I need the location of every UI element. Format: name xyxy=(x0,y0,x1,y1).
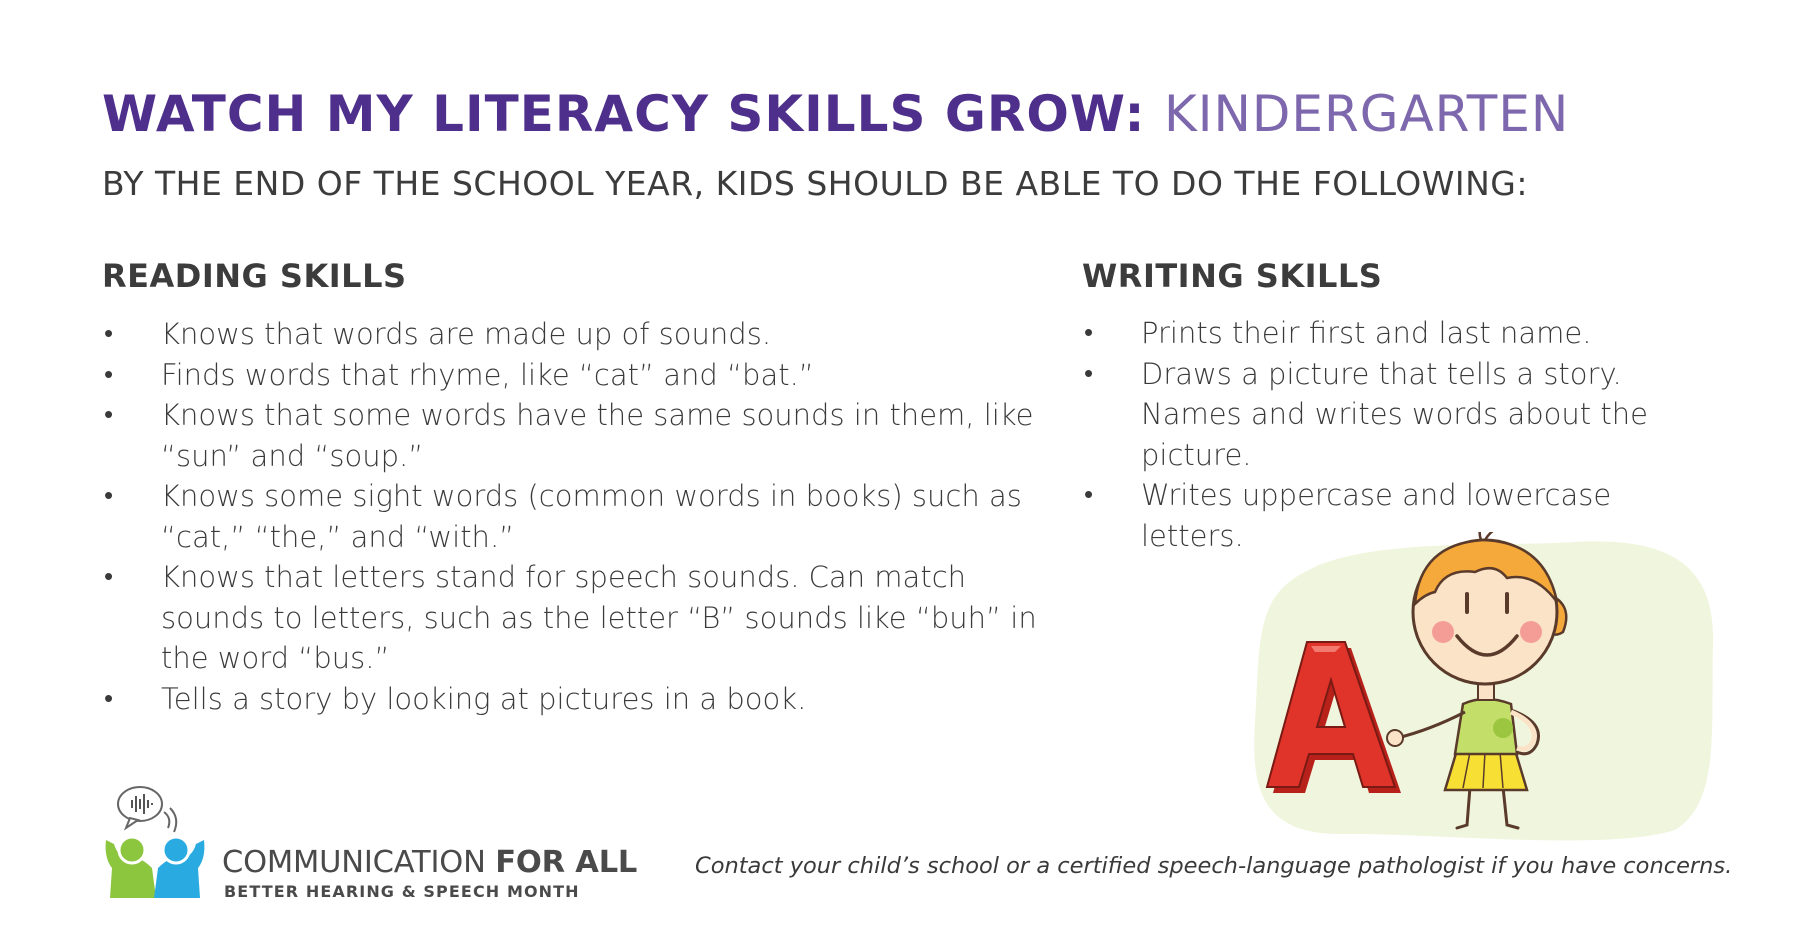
title-grade: KINDERGARTEN xyxy=(1163,85,1570,143)
writing-skills-heading: WRITING SKILLS xyxy=(1082,257,1383,295)
list-item-text: Knows that letters stand for speech sounds. Can match sounds to letters, such as the letter “B” sounds like “buh” in the word “bus.” xyxy=(161,560,1037,675)
logo-figures-icon xyxy=(100,782,210,902)
bullet-icon: • xyxy=(1084,318,1094,348)
bullet-icon: • xyxy=(104,319,114,349)
list-item-text: Tells a story by looking at pictures in a book. xyxy=(161,681,807,716)
girl-with-letter-illustration xyxy=(1245,532,1725,847)
list-item xyxy=(102,557,1042,679)
reading-skills-list xyxy=(102,314,1042,719)
list-item xyxy=(1082,313,1702,354)
list-item xyxy=(102,476,1042,557)
list-item-text: Prints their first and last name. xyxy=(1141,316,1592,350)
bullet-icon: • xyxy=(104,683,114,714)
page-subtitle: BY THE END OF THE SCHOOL YEAR, KIDS SHOULD BE ABLE TO DO THE FOLLOWING: xyxy=(102,164,1528,203)
bullet-icon: • xyxy=(1084,358,1094,389)
logo-word-bold: FOR ALL xyxy=(495,845,638,880)
list-item-text: Finds words that rhyme, like “cat” and “bat.” xyxy=(161,357,814,392)
list-item xyxy=(102,355,1042,396)
bullet-icon: • xyxy=(104,359,114,390)
list-item xyxy=(1082,354,1702,476)
bullet-icon: • xyxy=(104,400,114,430)
girl-skirt xyxy=(1445,750,1527,790)
list-item xyxy=(102,314,1042,355)
logo-tagline: BETTER HEARING & SPEECH MONTH xyxy=(224,882,580,901)
footer-note: Contact your child’s school or a certified speech-language pathologist if you have concerns. xyxy=(695,853,1733,879)
bullet-icon: • xyxy=(1084,480,1094,510)
list-item xyxy=(102,679,1042,720)
bullet-icon: • xyxy=(104,481,114,511)
list-item-text: Writes uppercase and lowercase letters. xyxy=(1141,478,1612,553)
list-item-text: Knows that some words have the same sounds in them, like “sun” and “soup.” xyxy=(161,398,1034,473)
reading-skills-heading: READING SKILLS xyxy=(102,257,407,295)
list-item-text: Knows that words are made up of sounds. xyxy=(161,317,772,351)
list-item-text: Draws a picture that tells a story. Names and writes words about the picture. xyxy=(1141,356,1648,472)
page-title xyxy=(102,84,1569,144)
bullet-icon: • xyxy=(104,562,114,592)
title-main: WATCH MY LITERACY SKILLS GROW: xyxy=(102,85,1146,143)
logo-wordmark xyxy=(222,845,637,880)
communication-for-all-logo xyxy=(100,782,660,902)
writing-skills-list xyxy=(1082,313,1702,556)
list-item-text: Knows some sight words (common words in books) such as “cat,” “the,” and “with.” xyxy=(161,479,1022,554)
list-item xyxy=(102,395,1042,476)
logo-word-regular: COMMUNICATION xyxy=(222,845,486,880)
